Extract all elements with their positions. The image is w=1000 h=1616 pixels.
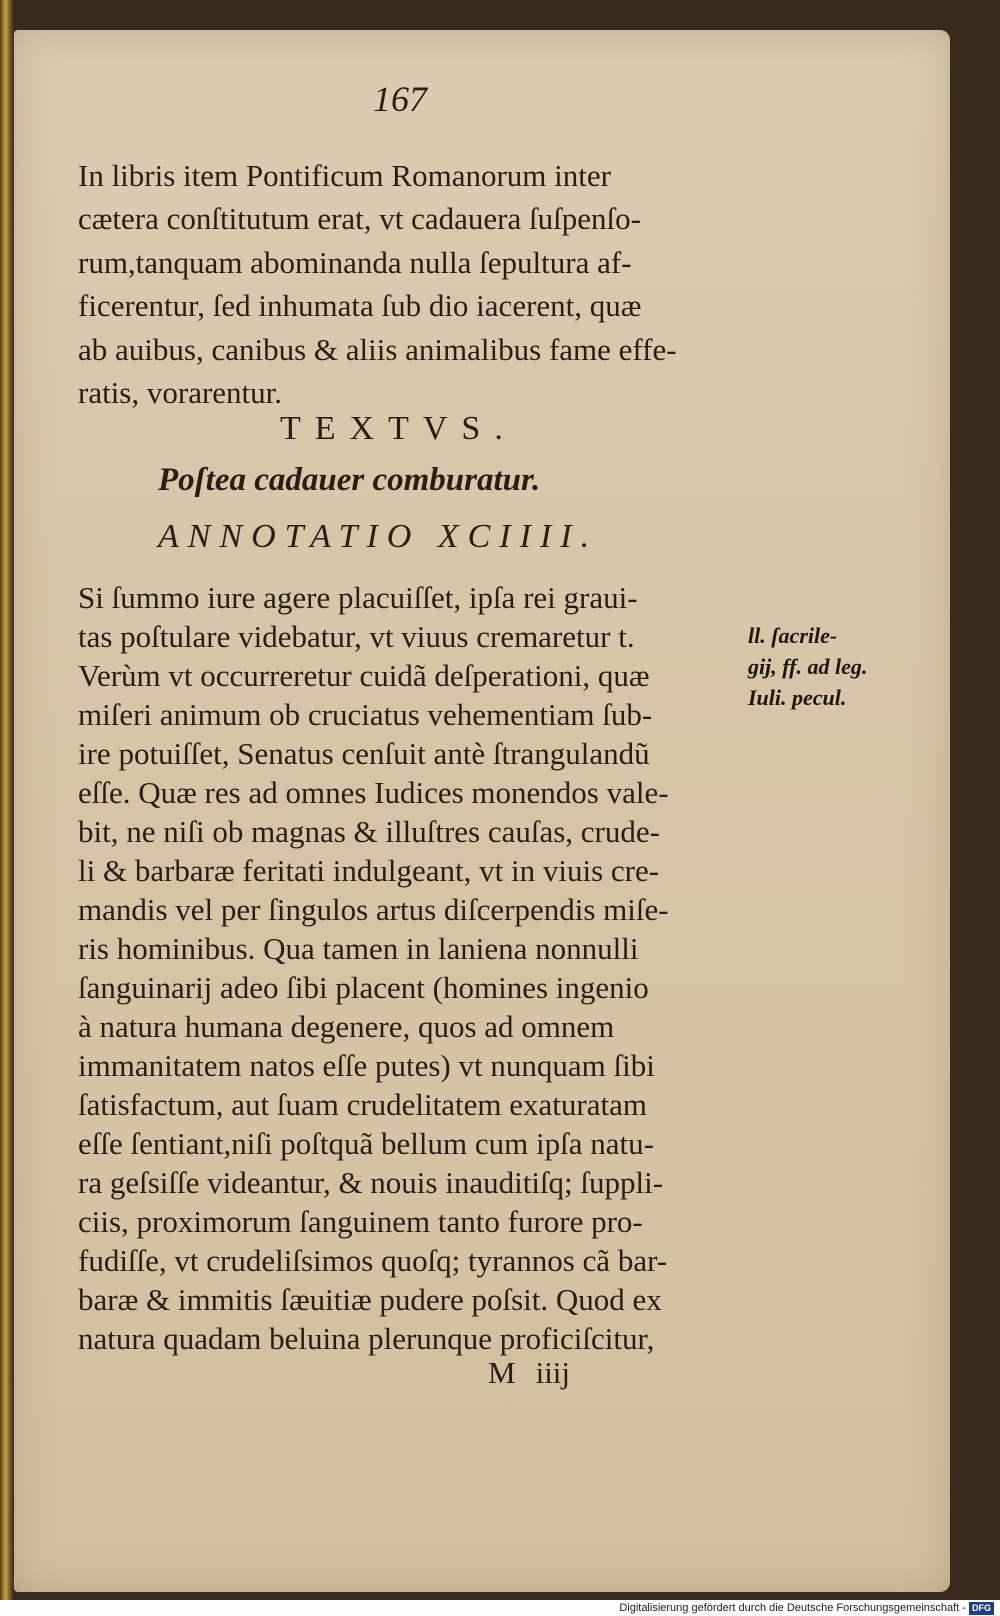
- signature-mark: [488, 1355, 570, 1391]
- margin-note: ll. ſacrile- gij, ff. ad leg. Iuli. pecul.: [748, 623, 868, 710]
- credit-text: Digitalisierung gefördert durch die Deutsche Forschungsgemeinschaft -: [619, 1602, 966, 1614]
- annotation-paragraph: Si ſummo iure agere placuiſſet, ipſa rei graui- tas poſtulare videbatur, vt viuus cremaretur t. Verùm vt occurreretur cuidã deſperationi, quæ miſeri animum ob cruciatus vehementiam ſub- ire potuiſſet, Senatus cenſuit antè ſtrangulandũ eſſe. Quæ res ad omnes Iudices monendos vale- bit, ne niſi ob magnas & illuſtres cauſas, crude- li & barbaræ feritati indulgeant, vt in viuis cre- mandis vel per ſingulos artus diſcerpendis miſe- ris hominibus. Qua tamen in laniena nonnulli ſanguinarij adeo ſibi placent (homines ingenio à natura humana degenere, quos ad omnem immanitatem natos eſſe putes) vt nunquam ſibi ſatisfactum, aut ſuam crudelitatem exaturatam eſſe ſentiant,niſi poſtquã bellum cum ipſa natu- ra geſsiſſe videantur, & nouis inauditiſq; ſuppli- ciis, proximorum ſanguinem tanto furore pro- fudiſſe, vt crudeliſsimos quoſq; tyrannos cã bar- baræ & immitis ſæuitiæ pudere poſsit. Quod ex natura quadam beluina plerunque proficiſcitur,: [78, 580, 669, 1356]
- annotatio-heading: ANNOTATIO XCIIII.: [158, 518, 599, 555]
- textus-heading: TEXTVS.: [280, 410, 517, 447]
- signature-letter: M: [488, 1355, 516, 1390]
- lemma-line: Poſtea cadauer comburatur.: [158, 462, 541, 498]
- dfg-logo: DFG: [969, 1602, 994, 1615]
- opening-paragraph: In libris item Pontificum Romanorum inter cætera conſtitutum erat, vt cadauera ſuſpenſo- rum,tanquam abominanda nulla ſepultura af- ficerentur, ſed inhumata ſub dio iacerent, quæ ab auibus, canibus & aliis animalibus fame effe- ratis, vorarentur.: [78, 158, 677, 411]
- signature-number: iiij: [535, 1355, 571, 1390]
- book-spine-edge: [0, 0, 14, 1600]
- digitization-credit: [619, 1600, 994, 1616]
- page-number: 167: [373, 79, 427, 119]
